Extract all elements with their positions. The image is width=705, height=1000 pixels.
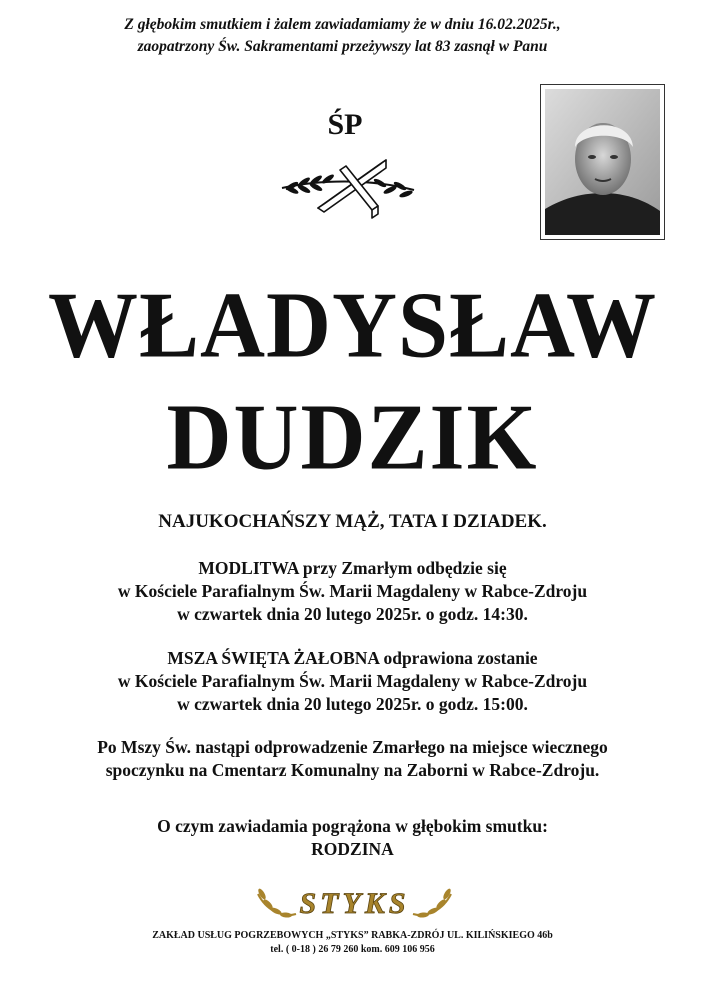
prayer-line-2: w Kościele Parafialnym Św. Marii Magdaleny w Rabce-Zdroju <box>117 581 588 601</box>
burial-line-1: Po Mszy Św. nastąpi odprowadzenie Zmarłego na miejsce wiecznego <box>97 737 608 757</box>
deceased-last-name: DUDZIK <box>166 385 539 490</box>
prayer-line-3: w czwartek dnia 20 lutego 2025r. o godz. 14:30. <box>177 604 528 624</box>
intro-text <box>20 14 665 58</box>
mass-line-2: w Kościele Parafialnym Św. Marii Magdaleny w Rabce-Zdroju <box>117 671 588 691</box>
mass-info <box>0 647 705 716</box>
burial-line-2: spoczynku na Cmentarz Komunalny na Zaborni w Rabce-Zdroju. <box>105 760 600 780</box>
sp-heading: ŚP <box>327 108 363 141</box>
deceased-photo <box>540 84 665 240</box>
intro-line-1: Z głębokim smutkiem i żalem zawiadamiamy że w dniu 16.02.2025r., <box>124 16 561 33</box>
intro-line-2: zaopatrzony Św. Sakramentami przeżywszy lat 83 zasnął w Panu <box>137 38 548 55</box>
prayer-line-1: MODLITWA przy Zmarłym odbędzie się <box>198 558 507 578</box>
footer-phone: tel. ( 0-18 ) 26 79 260 kom. 609 106 956 <box>270 944 435 955</box>
styks-logo <box>252 880 457 928</box>
relation-text: NAJUKOCHAŃSZY MĄŻ, TATA I DZIADEK. <box>158 511 547 532</box>
closing-line-1: O czym zawiadamia pogrążona w głębokim smutku: <box>157 816 548 836</box>
burial-info <box>0 736 705 782</box>
prayer-info <box>0 557 705 626</box>
mass-line-3: w czwartek dnia 20 lutego 2025r. o godz. 15:00. <box>177 694 528 714</box>
mass-line-1: MSZA ŚWIĘTA ŻAŁOBNA odprawiona zostanie <box>167 648 538 668</box>
cross-with-palm-branch-icon <box>278 150 418 222</box>
deceased-first-name: WŁADYSŁAW <box>47 273 658 378</box>
styks-logo-text: STYKS <box>299 887 410 920</box>
footer-line-1: ZAKŁAD USŁUG POGRZEBOWYCH „STYKS” RABKA-ZDRÓJ UL. KILIŃSKIEGO 46b <box>152 930 553 941</box>
footer-contact <box>0 929 705 957</box>
family-signature: RODZINA <box>311 839 394 859</box>
closing-text <box>0 815 705 861</box>
